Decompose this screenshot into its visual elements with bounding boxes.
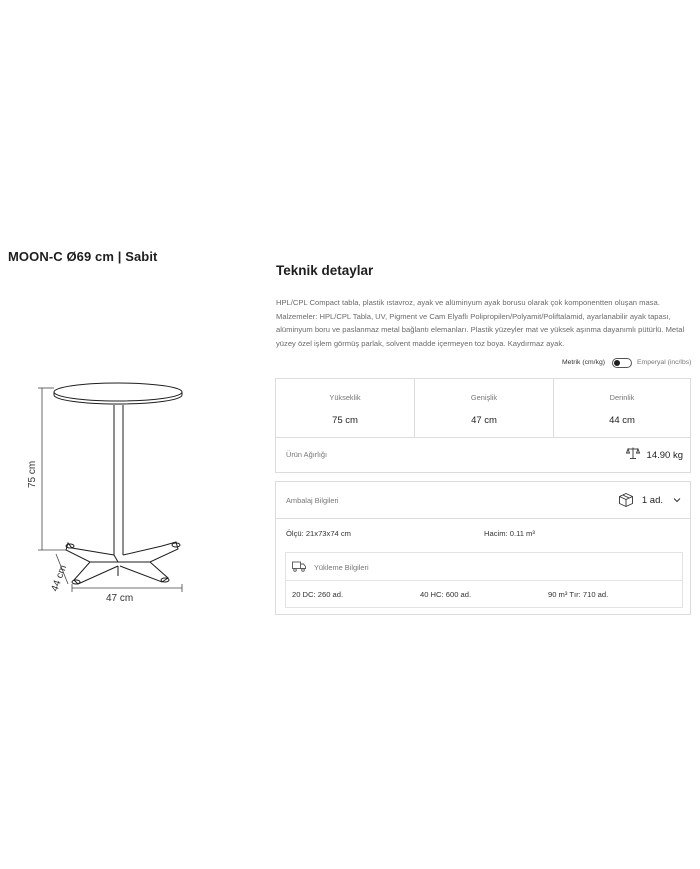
dimension-height [276,379,415,437]
loading-item-truck: 90 m³ Tır: 710 ad. [548,590,609,599]
switch-knob [614,360,620,366]
dimension-label: Genişlik [470,393,498,402]
dimension-depth [554,379,690,437]
product-title: MOON-C Ø69 cm | Sabit [8,249,158,264]
loading-item-40hc: 40 HC: 600 ad. [420,590,472,599]
packaging-header[interactable] [276,482,690,519]
unit-imperial-label[interactable]: Emperyal (inc/lbs) [637,359,692,366]
dimension-value: 44 cm [609,415,635,426]
dimensions-table [275,378,691,473]
package-size: Ölçü: 21x73x74 cm [286,529,351,538]
unit-switch[interactable] [612,358,632,368]
chevron-down-icon[interactable] [673,496,681,504]
dimension-width [415,379,554,437]
dimension-label: Derinlik [609,393,635,402]
depth-label: 44 cm [49,563,70,594]
unit-metric-label[interactable]: Metrik (cm/kg) [561,359,605,366]
packaging-quantity: 1 ad. [641,495,663,506]
height-label: 75 cm [27,460,38,488]
packaging-label: Ambalaj Bilgileri [286,496,339,505]
package-volume: Hacim: 0.11 m³ [484,529,535,538]
product-drawing [20,370,220,610]
weight-value: 14.90 kg [646,450,683,461]
weight-label: Ürün Ağırlığı [286,450,328,459]
scale-icon [626,446,640,460]
dimension-label: Yükseklik [329,393,361,402]
loading-info-panel [285,552,683,608]
loading-label: Yükleme Bilgileri [314,563,369,572]
dimension-value: 47 cm [471,415,497,426]
box-icon [618,492,634,508]
loading-item-20dc: 20 DC: 260 ad. [292,590,344,599]
technical-details-title: Teknik detaylar [276,263,374,278]
packaging-panel [275,481,691,615]
product-description: HPL/CPL Compact tabla, plastik ıstavroz, ayak ve alüminyum ayak borusu olarak çok komponentten oluşan masa. Malzemeler: HPL/CPL Tabla, UV, Pigment ve Cam Elyaflı Polipropilen/Polyamit/Poliftalamid, ayarlanabilir ayak tapası, alüminyum boru ve paslanmaz metal bağlantı elemanları. Plastik yüzeyler mat ve yüksek aşınma dayanımlı pütürlü. Metal yüzey özel işlem görmüş parlak, solvent madde içermeyen toz boya. Kaydırmaz ayak. [276,298,685,348]
weight-row [276,437,690,473]
loading-header [286,553,682,581]
truck-icon [292,561,306,572]
width-label: 47 cm [106,593,134,604]
dimension-value: 75 cm [332,415,358,426]
unit-toggle [0,358,692,370]
